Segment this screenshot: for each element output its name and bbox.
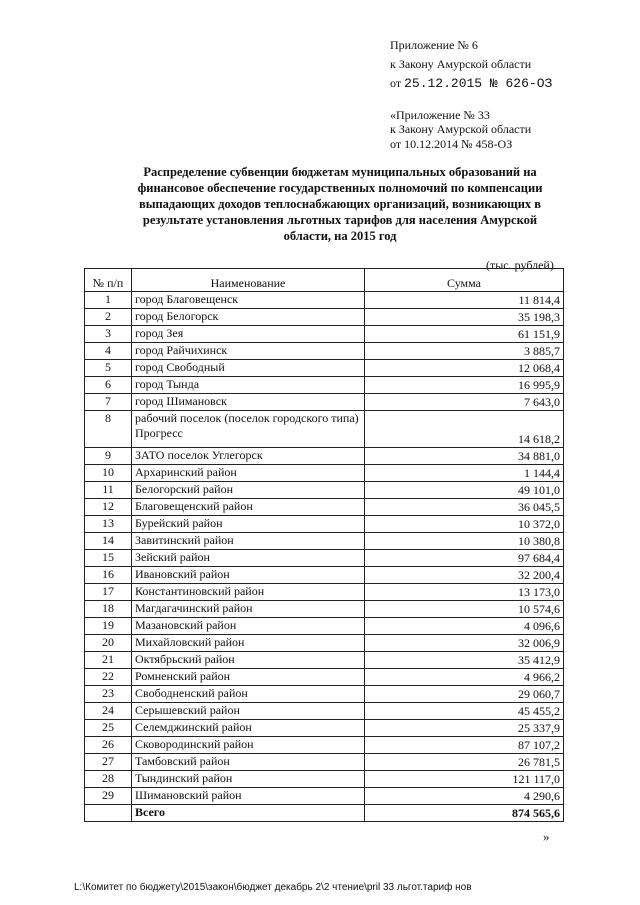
row-name: Михайловский район bbox=[132, 635, 365, 652]
row-sum: 4 290,6 bbox=[365, 788, 564, 805]
row-name: Завитинский район bbox=[132, 533, 365, 550]
table-row bbox=[85, 686, 564, 703]
row-sum: 1 144,4 bbox=[365, 465, 564, 482]
row-sum: 4 096,6 bbox=[365, 618, 564, 635]
row-number: 8 bbox=[85, 411, 132, 448]
title-line: Распределение субвенции бюджетам муниципальных образований на bbox=[143, 165, 537, 179]
total-label: Всего bbox=[132, 805, 365, 822]
row-name: Селемджинский район bbox=[132, 720, 365, 737]
table-row bbox=[85, 720, 564, 737]
row-name: Зейский район bbox=[132, 550, 365, 567]
row-sum: 29 060,7 bbox=[365, 686, 564, 703]
row-number: 6 bbox=[85, 377, 132, 394]
law-date-prefix: от bbox=[390, 76, 402, 90]
table-row bbox=[85, 448, 564, 465]
header-name: Наименование bbox=[132, 269, 365, 292]
row-number: 19 bbox=[85, 618, 132, 635]
row-sum: 16 995,9 bbox=[365, 377, 564, 394]
row-number: 21 bbox=[85, 652, 132, 669]
table-row bbox=[85, 482, 564, 499]
row-sum: 3 885,7 bbox=[365, 343, 564, 360]
row-name: Бурейский район bbox=[132, 516, 365, 533]
row-number: 22 bbox=[85, 669, 132, 686]
law-date-number: 25.12.2015 № 626-ОЗ bbox=[404, 76, 553, 91]
row-sum: 49 101,0 bbox=[365, 482, 564, 499]
row-name: город Тында bbox=[132, 377, 365, 394]
row-name: Константиновский район bbox=[132, 584, 365, 601]
original-appendix-number: «Приложение № 33 bbox=[390, 108, 490, 122]
row-sum: 97 684,4 bbox=[365, 550, 564, 567]
row-number: 25 bbox=[85, 720, 132, 737]
total-sum: 874 565,6 bbox=[365, 805, 564, 822]
row-sum: 7 643,0 bbox=[365, 394, 564, 411]
row-number: 16 bbox=[85, 567, 132, 584]
row-name: город Шимановск bbox=[132, 394, 365, 411]
row-number: 26 bbox=[85, 737, 132, 754]
row-name: город Белогорск bbox=[132, 309, 365, 326]
row-number: 28 bbox=[85, 771, 132, 788]
table-row bbox=[85, 754, 564, 771]
row-name: Архаринский район bbox=[132, 465, 365, 482]
table-row bbox=[85, 360, 564, 377]
table-row bbox=[85, 309, 564, 326]
row-name: Ромненский район bbox=[132, 669, 365, 686]
row-number: 17 bbox=[85, 584, 132, 601]
title-line: области, на 2015 год bbox=[283, 229, 397, 243]
row-number: 3 bbox=[85, 326, 132, 343]
original-law-reference: к Закону Амурской области bbox=[390, 122, 532, 136]
row-name: Магдагачинский район bbox=[132, 601, 365, 618]
table-row bbox=[85, 343, 564, 360]
row-number: 29 bbox=[85, 788, 132, 805]
table-row bbox=[85, 584, 564, 601]
row-name: Тындинский район bbox=[132, 771, 365, 788]
table-row bbox=[85, 550, 564, 567]
table-row bbox=[85, 652, 564, 669]
row-name: Тамбовский район bbox=[132, 754, 365, 771]
table-row bbox=[85, 703, 564, 720]
document-title bbox=[110, 164, 570, 244]
row-sum: 10 574,6 bbox=[365, 601, 564, 618]
law-reference: к Закону Амурской области bbox=[390, 57, 532, 71]
row-number: 5 bbox=[85, 360, 132, 377]
row-sum: 32 200,4 bbox=[365, 567, 564, 584]
row-number: 27 bbox=[85, 754, 132, 771]
row-sum: 121 117,0 bbox=[365, 771, 564, 788]
row-sum: 26 781,5 bbox=[365, 754, 564, 771]
row-sum: 25 337,9 bbox=[365, 720, 564, 737]
row-name: Ивановский район bbox=[132, 567, 365, 584]
row-number: 18 bbox=[85, 601, 132, 618]
original-law-date: от 10.12.2014 № 458-ОЗ bbox=[390, 137, 513, 151]
table-row bbox=[85, 465, 564, 482]
table-row bbox=[85, 618, 564, 635]
row-sum: 36 045,5 bbox=[365, 499, 564, 516]
table-row bbox=[85, 635, 564, 652]
row-number: 1 bbox=[85, 292, 132, 309]
row-number: 2 bbox=[85, 309, 132, 326]
row-number: 11 bbox=[85, 482, 132, 499]
table-row bbox=[85, 771, 564, 788]
header-sum: Сумма bbox=[365, 269, 564, 292]
row-sum: 34 881,0 bbox=[365, 448, 564, 465]
row-number: 20 bbox=[85, 635, 132, 652]
title-line: выпадающих доходов теплоснабжающих организаций, возникающих в bbox=[138, 197, 542, 211]
row-number: 24 bbox=[85, 703, 132, 720]
row-sum: 10 380,8 bbox=[365, 533, 564, 550]
law-date-line bbox=[390, 76, 552, 91]
row-name: ЗАТО поселок Углегорск bbox=[132, 448, 365, 465]
table-row bbox=[85, 788, 564, 805]
units-label: (тыс. рублей) bbox=[486, 258, 554, 272]
row-number: 15 bbox=[85, 550, 132, 567]
row-name: город Свободный bbox=[132, 360, 365, 377]
closing-quote: » bbox=[543, 829, 550, 844]
table-row bbox=[85, 737, 564, 754]
table-row bbox=[85, 533, 564, 550]
table-header-row bbox=[85, 269, 564, 292]
table-row bbox=[85, 394, 564, 411]
row-sum: 61 151,9 bbox=[365, 326, 564, 343]
total-number-cell bbox=[85, 805, 132, 822]
row-number: 14 bbox=[85, 533, 132, 550]
file-path-footer: L:\Комитет по бюджету\2015\закон\бюджет декабрь 2\2 чтение\pril 33 льгот.тариф нов bbox=[74, 882, 472, 893]
table-row bbox=[85, 326, 564, 343]
subvention-table bbox=[84, 268, 564, 822]
row-number: 10 bbox=[85, 465, 132, 482]
row-sum: 14 618,2 bbox=[365, 411, 564, 448]
row-number: 9 bbox=[85, 448, 132, 465]
row-sum: 35 412,9 bbox=[365, 652, 564, 669]
row-sum: 87 107,2 bbox=[365, 737, 564, 754]
table-row bbox=[85, 601, 564, 618]
row-sum: 35 198,3 bbox=[365, 309, 564, 326]
row-sum: 4 966,2 bbox=[365, 669, 564, 686]
table-row bbox=[85, 516, 564, 533]
table-body bbox=[85, 292, 564, 822]
row-name: Серышевский район bbox=[132, 703, 365, 720]
table-row bbox=[85, 567, 564, 584]
row-sum: 10 372,0 bbox=[365, 516, 564, 533]
row-name: Сковородинский район bbox=[132, 737, 365, 754]
row-name: город Райчихинск bbox=[132, 343, 365, 360]
table-row bbox=[85, 411, 564, 448]
row-name: город Зея bbox=[132, 326, 365, 343]
table-total-row bbox=[85, 805, 564, 822]
row-name: рабочий поселок (поселок городского типа) Прогресс bbox=[132, 411, 365, 448]
row-name: Шимановский район bbox=[132, 788, 365, 805]
row-number: 12 bbox=[85, 499, 132, 516]
title-line: финансовое обеспечение государственных полномочий по компенсации bbox=[137, 181, 543, 195]
title-line: результате установления льготных тарифов для населения Амурской bbox=[142, 213, 538, 227]
table-row bbox=[85, 292, 564, 309]
table-row bbox=[85, 669, 564, 686]
row-sum: 32 006,9 bbox=[365, 635, 564, 652]
row-sum: 13 173,0 bbox=[365, 584, 564, 601]
row-name: город Благовещенск bbox=[132, 292, 365, 309]
row-number: 4 bbox=[85, 343, 132, 360]
header-number: № п/п bbox=[85, 269, 132, 292]
row-number: 23 bbox=[85, 686, 132, 703]
row-name: Свободненский район bbox=[132, 686, 365, 703]
row-name: Мазановский район bbox=[132, 618, 365, 635]
row-number: 13 bbox=[85, 516, 132, 533]
table-row bbox=[85, 499, 564, 516]
row-sum: 11 814,4 bbox=[365, 292, 564, 309]
row-name: Белогорский район bbox=[132, 482, 365, 499]
table-row bbox=[85, 377, 564, 394]
row-sum: 45 455,2 bbox=[365, 703, 564, 720]
row-sum: 12 068,4 bbox=[365, 360, 564, 377]
appendix-number: Приложение № 6 bbox=[390, 38, 478, 52]
row-name: Благовещенский район bbox=[132, 499, 365, 516]
row-name: Октябрьский район bbox=[132, 652, 365, 669]
row-number: 7 bbox=[85, 394, 132, 411]
